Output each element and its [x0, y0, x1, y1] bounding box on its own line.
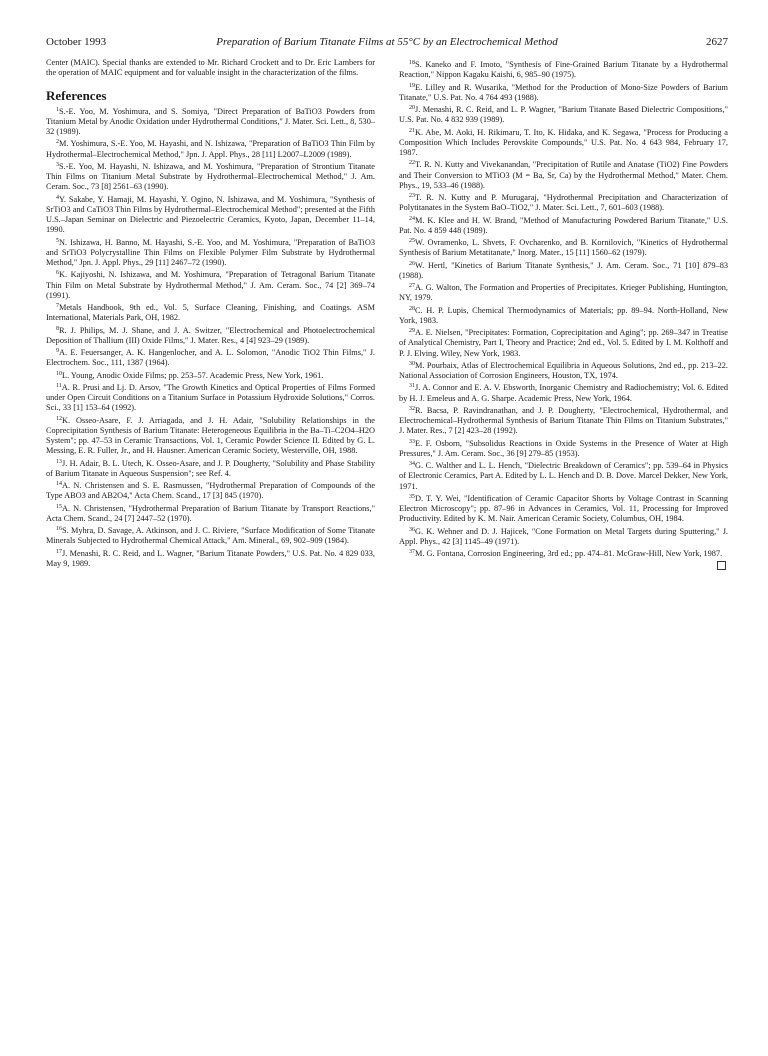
reference-text: W. Hertl, "Kinetics of Barium Titanate Synthesis," J. Am. Ceram. Soc., 71 [10] 879–83 (1988). — [399, 260, 728, 280]
reference-number: 1 — [56, 106, 59, 113]
issue-date: October 1993 — [46, 36, 107, 48]
reference-entry — [399, 437, 728, 460]
reference-text: A. E. Nielsen, "Precipitates: Formation, Coprecipitation and Aging"; pp. 269–347 in Treatise of Analytical Chemistry, Part I, Theory and Practice; 2nd ed., Vol. 5. Edited by I. M. Kolthoff and P. J. Elving. Wiley, New York, 1983. — [399, 328, 728, 358]
reference-entry — [46, 137, 375, 160]
reference-entry — [399, 214, 728, 237]
reference-text: M. Pourbaix, Atlas of Electrochemical Equilibria in Aqueous Solutions, 2nd ed., pp. 213–22. National Association of Corrosion Engineers, Houston, TX, 1974. — [399, 360, 728, 380]
reference-entry — [399, 304, 728, 327]
reference-number: 12 — [56, 415, 62, 422]
reference-number: 4 — [56, 194, 59, 201]
reference-text: S. Myhra, D. Savage, A. Atkinson, and J. C. Riviere, "Surface Modification of Some Titanate Minerals Subjected to Hydrothermal Chemical Attack," Am. Mineral., 69, 902–909 (1984). — [46, 526, 375, 546]
reference-number: 10 — [56, 370, 62, 377]
reference-text: E. F. Osborn, "Subsolidus Reactions in Oxide Systems in the Presence of Water at High Pressures," J. Am. Ceram. Soc., 36 [9] 279–85 (1953). — [399, 438, 728, 458]
reference-entry — [46, 105, 375, 138]
reference-entry — [46, 547, 375, 570]
reference-number: 19 — [409, 82, 415, 89]
reference-text: R. J. Philips, M. J. Shane, and J. A. Switzer, "Electrochemical and Photoelectrochemical Deposition of Thallium (III) Oxide Films," J. Mater. Res., 4 [4] 923–29 (1989). — [46, 325, 375, 345]
reference-entry — [46, 301, 375, 324]
reference-entry — [399, 492, 728, 525]
reference-entry — [399, 326, 728, 359]
reference-text: L. Young, Anodic Oxide Films; pp. 253–57. Academic Press, New York, 1961. — [62, 370, 324, 380]
reference-entry — [399, 381, 728, 404]
reference-text: K. Osseo-Asare, F. J. Arriagada, and J. H. Adair, "Solubility Relationships in the Coprecipitation Synthesis of Barium Titanate: Heterogeneous Equilibria in the Ba–Ti–C2O4–H2O System"; pp. 47–53 in Ceramic Transactions, Vol. 1, Ceramic Powder Science II. Edited by G. L. Messing, E. R. Fuller, Jr., and H. Hausner. American Ceramic Society, Westerville, OH, 1988. — [46, 415, 375, 456]
reference-text: S.-E. Yoo, M. Hayashi, N. Ishizawa, and M. Yoshimura, "Preparation of Strontium Titanate Thin Films on Titanium Metal Substrate by Hydrothermal–Electrochemical Method," J. Am. Ceram. Soc., 73 [8] 2561–63 (1990). — [46, 161, 375, 192]
reference-entry — [46, 160, 375, 193]
reference-entry — [46, 457, 375, 480]
reference-text: J. A. Connor and E. A. V. Ebsworth, Inorganic Chemistry and Radiochemistry; Vol. 6. Edited by H. J. Emeleus and A. G. Sharpe. Academic Press, New York, 1964. — [399, 383, 728, 403]
reference-number: 26 — [409, 260, 415, 267]
reference-number: 28 — [409, 305, 415, 312]
reference-number: 14 — [56, 481, 62, 487]
reference-entry — [46, 324, 375, 347]
reference-text: G. K. Wehner and D. J. Hajicek, "Cone Formation on Metal Targets during Sputtering," J. Appl. Phys., 42 [3] 1145–49 (1971). — [399, 526, 728, 546]
reference-entry — [399, 126, 728, 159]
reference-entry — [399, 404, 728, 437]
reference-number: 25 — [409, 238, 415, 244]
reference-text: S.-E. Yoo, M. Yoshimura, and S. Somiya, "Direct Preparation of BaTiO3 Powders from Titanium Metal by Anodic Oxidation under Hydrothermal Conditions," J. Mater. Sci. Lett., 8, 530–32 (1989). — [46, 106, 375, 136]
reference-number: 32 — [409, 405, 415, 412]
reference-text: M. Yoshimura, S.-E. Yoo, M. Hayashi, and N. Ishizawa, "Preparation of BaTiO3 Thin Film by Hydrothermal–Electrochemical Method," Jpn. J. Appl. Phys., 28 [11] L2007–L2009 (1989). — [46, 139, 375, 159]
reference-entry — [46, 381, 375, 414]
end-of-article-mark — [717, 561, 726, 570]
reference-text: K. Kajiyoshi, N. Ishizawa, and M. Yoshimura, "Preparation of Tetragonal Barium Titanate Thin Film on Metal Substrate by Hydrothermal Method," J. Am. Ceram. Soc., 74 [2] 369–74 (1991). — [46, 270, 375, 300]
reference-number: 17 — [56, 548, 62, 555]
reference-number: 34 — [409, 461, 415, 467]
reference-number: 5 — [56, 237, 59, 244]
reference-text: K. Abe, M. Aoki, H. Rikimaru, T. Ito, K. Hidaka, and K. Segawa, "Process for Producing a Composition Which Includes Perovskite Compounds," U.S. Pat. No. 4 643 984, February 17, 1987. — [399, 127, 728, 157]
reference-entry — [46, 236, 375, 269]
acknowledgment-text: Center (MAIC). Special thanks are extended to Mr. Richard Crockett and to Dr. Eric Lambers for the operation of MAIC equipment and for valuable insight in the characterization of the films. — [46, 58, 375, 78]
reference-text: S. Kaneko and F. Imoto, "Synthesis of Fine-Grained Barium Titanate by a Hydrothermal Reaction," Nippon Kagaku Kaishi, 6, 985–90 (1975). — [399, 60, 728, 80]
reference-number: 21 — [409, 127, 415, 134]
reference-number: 13 — [56, 458, 62, 465]
reference-text: T. R. N. Kutty and P. Murugaraj, "Hydrothermal Precipitation and Characterization of Polytitanates in the System BaO–TiO2," J. Mater. Sci. Lett., 7, 601–603 (1988). — [399, 193, 728, 213]
reference-text: Metals Handbook, 9th ed., Vol. 5, Surface Cleaning, Finishing, and Coatings. ASM International, Materials Park, OH, 1982. — [46, 303, 375, 323]
reference-entry — [399, 281, 728, 304]
reference-text: A. R. Prusi and Lj. D. Arsov, "The Growth Kinetics and Optical Properties of Films Formed under Open Circuit Conditions on a Titanium Surface in Potassium Hydroxide Solutions," Corros. Sci., 33 [1] 153–64 (1992). — [46, 382, 375, 413]
reference-entry — [46, 524, 375, 547]
reference-text: A. G. Walton, The Formation and Properties of Precipitates. Krieger Publishing, Huntington, NY, 1979. — [399, 283, 728, 303]
reference-text: W. Ovramenko, L. Shvets, F. Ovcharenko, and B. Kornilovich, "Kinetics of Hydrothermal Synthesis of Barium Metatitanate," Inorg. Mater., 15 [11] 1560–62 (1979). — [399, 238, 728, 258]
running-header — [46, 34, 728, 50]
reference-number: 9 — [56, 348, 59, 354]
reference-number: 22 — [409, 160, 415, 167]
reference-text: N. Ishizawa, H. Banno, M. Hayashi, S.-E. Yoo, and M. Yoshimura, "Preparation of BaTiO3 and SrTiO3 Polycrystalline Thin Films on Flexible Polymer Film Substrate by Hydrothermal Method," Jpn. J. Appl. Phys., 29 [11] 2467–72 (1990). — [46, 237, 375, 267]
reference-entry — [399, 158, 728, 191]
reference-entry — [399, 58, 728, 81]
reference-text: C. H. P. Lupis, Chemical Thermodynamics of Materials; pp. 89–94. North-Holland, New York, 1983. — [399, 305, 728, 325]
reference-number: 35 — [409, 493, 415, 500]
reference-number: 6 — [56, 270, 59, 277]
reference-number: 20 — [409, 105, 415, 111]
reference-entry — [399, 525, 728, 548]
reference-text: A. N. Christensen and S. E. Rasmussen, "Hydrothermal Preparation of Compounds of the Type ABO3 and AB2O4," Acta Chem. Scand., 17 [3] 845 (1970). — [46, 481, 375, 501]
reference-number: 31 — [409, 383, 415, 390]
reference-entry — [399, 259, 728, 282]
reference-number: 15 — [56, 503, 62, 510]
reference-text: A. E. Feuersanger, A. K. Hangenlocher, and A. L. Solomon, "Anodic TiO2 Thin Films," J. Electrochem. Soc., 111, 1387 (1964). — [46, 348, 375, 368]
reference-number: 7 — [56, 303, 59, 309]
reference-number: 8 — [56, 325, 59, 332]
reference-text: J. Menashi, R. C. Reid, and L. P. Wagner, "Barium Titanate Based Dielectric Compositions," U.S. Pat. No. 4 832 939 (1989). — [399, 105, 728, 125]
reference-text: R. Bacsa, P. Ravindranathan, and J. P. Dougherty, "Electrochemical, Hydrothermal, and Electrochemical–Hydrothermal Synthesis of Barium Titanate Thin Films on Titanium Substrates," J. Mater. Res., 7 [2] 423–28 (1992). — [399, 405, 728, 436]
reference-entry — [46, 193, 375, 236]
reference-number: 33 — [409, 438, 415, 445]
reference-entry — [399, 103, 728, 126]
reference-text: J. Menashi, R. C. Reid, and L. Wagner, "Barium Titanate Powders," U.S. Pat. No. 4 829 033, May 9, 1989. — [46, 548, 375, 568]
reference-number: 36 — [409, 526, 415, 533]
reference-entry — [46, 414, 375, 457]
reference-number: 30 — [409, 360, 415, 367]
reference-entry — [46, 346, 375, 369]
reference-number: 37 — [409, 549, 415, 555]
reference-number: 23 — [409, 193, 415, 199]
reference-entry — [399, 236, 728, 259]
reference-text: J. H. Adair, B. L. Utech, K. Osseo-Asare, and J. P. Dougherty, "Solubility and Phase Stability of Barium Titanate in Aqueous Suspension"; see Ref. 4. — [46, 458, 375, 478]
left-column — [46, 58, 375, 569]
reference-entry — [399, 81, 728, 104]
article-title: Preparation of Barium Titanate Films at 55°C by an Electrochemical Method — [216, 36, 558, 48]
reference-text: D. T. Y. Wei, "Identification of Ceramic Capacitor Shorts by Voltage Contrast in Scanning Electron Microscopy"; pp. 87–96 in Advances in Ceramics, Vol. 11, Processing for Improved Productivity. Edited by K. M. Nair. American Ceramic Society, Columbus, OH, 1984. — [399, 493, 728, 524]
reference-text: Y. Sakabe, Y. Hamaji, M. Hayashi, Y. Ogino, N. Ishizawa, and M. Yoshimura, "Synthesis of SrTiO3 and CaTiO3 Thin Films by Hydrothermal–Electrochemical Method"; presented at the Fifth U.S.–Japan Seminar on Dielectric and Piezoelectric Ceramics, Kyoto, Japan, December 11–14, 1990. — [46, 194, 375, 235]
reference-text: G. C. Walther and L. L. Hench, "Dielectric Breakdown of Ceramics"; pp. 539–64 in Physics of Electronic Ceramics, Part A. Edited by L. L. Hench and D. B. Dove. Marcel Dekker, New York, 1971. — [399, 461, 728, 491]
reference-entry — [46, 268, 375, 301]
reference-entry — [399, 359, 728, 382]
reference-entry — [399, 191, 728, 214]
reference-entry — [399, 547, 728, 559]
reference-text: A. N. Christensen, "Hydrothermal Preparation of Barium Titanate by Transport Reactions," Acta Chem. Scand., 24 [7] 2447–52 (1970). — [46, 503, 375, 523]
reference-entry — [46, 479, 375, 502]
reference-number: 3 — [56, 161, 59, 168]
reference-number: 18 — [409, 60, 415, 66]
reference-text: M. K. Klee and H. W. Brand, "Method of Manufacturing Powdered Barium Titanate," U.S. Pat. No. 4 859 448 (1989). — [399, 215, 728, 235]
reference-entry — [46, 369, 375, 381]
reference-number: 16 — [56, 526, 62, 532]
reference-number: 24 — [409, 215, 415, 222]
reference-number: 27 — [409, 283, 415, 289]
reference-entry — [399, 459, 728, 492]
references-heading: References — [46, 87, 107, 103]
page-number: 2627 — [706, 36, 728, 48]
reference-text: M. G. Fontana, Corrosion Engineering, 3rd ed.; pp. 474–81. McGraw-Hill, New York, 1987. — [415, 549, 723, 558]
reference-text: E. Lilley and R. Wusarika, "Method for the Production of Mono-Size Powders of Barium Titanate," U.S. Pat. No. 4 764 493 (1988). — [399, 82, 728, 102]
reference-list-right — [399, 58, 728, 559]
reference-number: 2 — [56, 139, 59, 146]
reference-text: T. R. N. Kutty and Vivekanandan, "Precipitation of Rutile and Anatase (TiO2) Fine Powders and Their Conversion to MTiO3 (M = Ba, Sr, Ca) by the Hydrothermal Method," Mater. Chem. Phys., 19, 533–46 (1988). — [399, 160, 728, 190]
reference-list-left — [46, 105, 375, 570]
reference-entry — [46, 502, 375, 525]
reference-number: 29 — [409, 328, 415, 334]
right-column — [399, 58, 728, 570]
reference-number: 11 — [56, 382, 62, 389]
